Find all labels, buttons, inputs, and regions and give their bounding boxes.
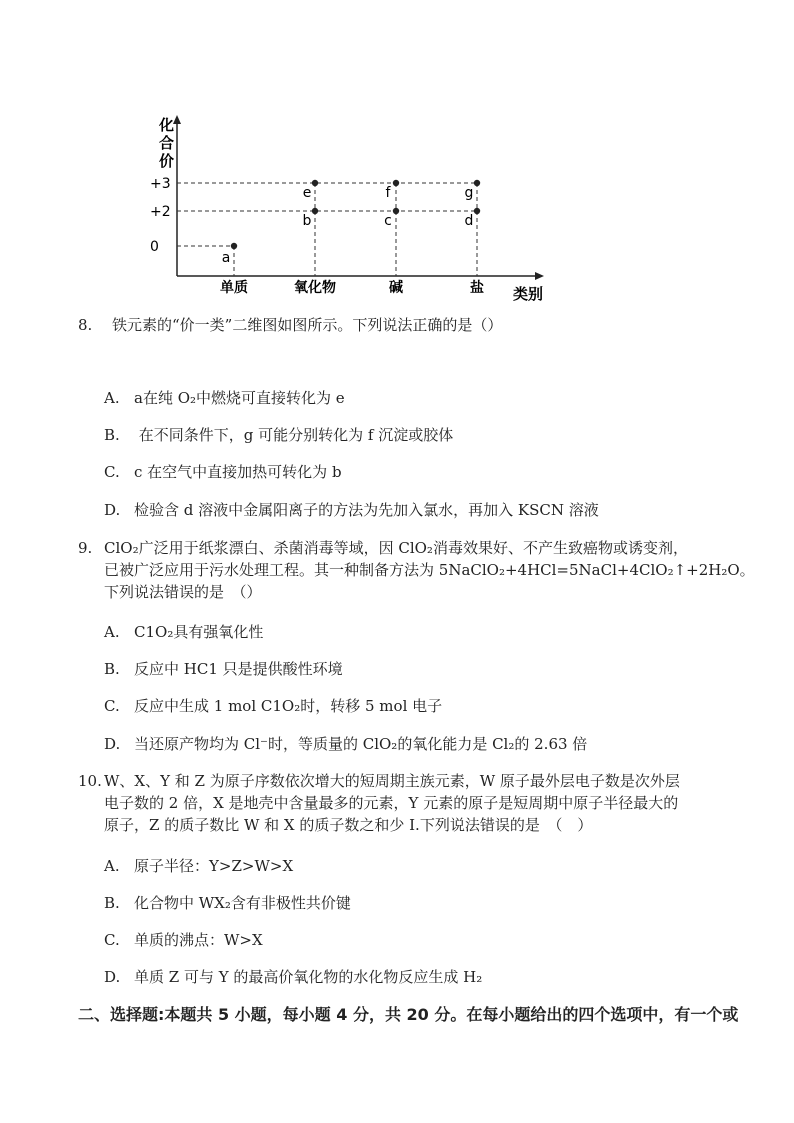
chart-svg — [150, 112, 560, 307]
valence-category-chart — [150, 112, 560, 307]
option-text: 化合物中 WX₂含有非极性共价键 — [134, 894, 351, 912]
q10-option-d[interactable] — [104, 967, 482, 987]
x-tick-label: 碱 — [389, 280, 403, 296]
x-tick-label: 盐 — [470, 280, 484, 296]
x-axis-arrow — [535, 272, 544, 280]
y-axis-label-1: 化 — [159, 116, 175, 134]
question-10 — [78, 770, 680, 836]
q9-option-c[interactable] — [104, 696, 442, 716]
point-c — [393, 208, 399, 214]
point-label-g: g — [464, 185, 474, 201]
option-letter: D. — [104, 501, 121, 519]
y-axis-label-2: 合 — [159, 134, 175, 152]
q9-option-a[interactable] — [104, 622, 263, 642]
question-9 — [78, 537, 755, 603]
point-label-f: f — [385, 185, 391, 201]
point-b — [312, 208, 318, 214]
option-text: 当还原产物均为 Cl⁻时，等质量的 ClO₂的氧化能力是 Cl₂的 2.63 倍 — [134, 735, 588, 753]
option-text: 检验含 d 溶液中金属阳离子的方法为先加入氯水，再加入 KSCN 溶液 — [134, 501, 599, 519]
point-f — [393, 180, 399, 186]
x-axis-label: 类别 — [513, 285, 544, 303]
section-2-heading: 二、选择题:本题共 5 小题，每小题 4 分，共 20 分。在每小题给出的四个选项中，有一个或 — [78, 1005, 739, 1024]
option-text: 反应中 HC1 只是提供酸性环境 — [134, 660, 343, 678]
option-text: 单质 Z 可与 Y 的最高价氧化物的水化物反应生成 H₂ — [134, 968, 483, 986]
q8-option-c[interactable] — [104, 462, 342, 482]
question-number: 9. — [78, 539, 93, 557]
q10-option-c[interactable] — [104, 930, 263, 950]
point-g — [474, 180, 480, 186]
y-axis-arrow — [173, 115, 181, 124]
option-letter: C. — [104, 697, 120, 715]
question-8 — [78, 314, 502, 336]
y-tick-label: +2 — [150, 204, 171, 220]
point-label-e: e — [302, 185, 312, 201]
option-text: 在不同条件下，g 可能分别转化为 f 沉淀或胶体 — [134, 426, 454, 444]
q8-option-d[interactable] — [104, 500, 599, 520]
y-axis-label-3: 价 — [159, 152, 175, 170]
q9-option-d[interactable] — [104, 734, 587, 754]
q9-option-b[interactable] — [104, 659, 343, 679]
point-label-d: d — [464, 213, 474, 229]
question-stem-line-1: ClO₂广泛用于纸浆漂白、杀菌消毒等域，因 ClO₂消毒效果好、不产生致癌物或诱变剂， — [104, 539, 688, 557]
option-text: c 在空气中直接加热可转化为 b — [134, 463, 342, 481]
question-stem-line-3: 下列说法错误的是 （） — [104, 583, 262, 601]
y-tick-label: 0 — [150, 239, 159, 255]
q10-option-a[interactable] — [104, 856, 293, 876]
question-stem-line-1: W、X、Y 和 Z 为原子序数依次增大的短周期主族元素，W 原子最外层电子数是次外层 — [104, 772, 680, 790]
q8-option-a[interactable] — [104, 388, 345, 408]
option-letter: A. — [104, 857, 120, 875]
question-number: 8. — [78, 316, 93, 334]
question-number: 10. — [78, 772, 102, 790]
option-text: C1O₂具有强氧化性 — [134, 623, 264, 641]
option-letter: B. — [104, 660, 120, 678]
option-text: 单质的沸点：W>X — [134, 931, 263, 949]
option-letter: B. — [104, 426, 120, 444]
y-tick-label: +3 — [150, 176, 171, 192]
option-letter: C. — [104, 463, 120, 481]
question-stem-line-3: 原子，Z 的质子数比 W 和 X 的质子数之和少 I.下列说法错误的是 （ ） — [104, 816, 593, 834]
option-letter: A. — [104, 389, 120, 407]
point-a — [231, 243, 237, 249]
x-tick-label: 单质 — [220, 280, 248, 296]
option-letter: A. — [104, 623, 120, 641]
x-tick-label: 氧化物 — [294, 280, 336, 296]
point-label-a: a — [221, 250, 231, 266]
point-d — [474, 208, 480, 214]
point-e — [312, 180, 318, 186]
option-letter: C. — [104, 931, 120, 949]
q8-option-b[interactable] — [104, 425, 453, 445]
q10-option-b[interactable] — [104, 893, 351, 913]
option-text: a在纯 O₂中燃烧可直接转化为 e — [134, 389, 345, 407]
option-text: 反应中生成 1 mol C1O₂时，转移 5 mol 电子 — [134, 697, 443, 715]
option-letter: B. — [104, 894, 120, 912]
option-text: 原子半径：Y>Z>W>X — [134, 857, 294, 875]
question-stem: 铁元素的“价一类”二维图如图所示。下列说法正确的是（） — [112, 316, 503, 334]
question-stem-line-2: 已被广泛应用于污水处理工程。其一种制备方法为 5NaClO₂+4HCl=5NaCl+4ClO₂↑+2H₂O。 — [104, 561, 755, 579]
point-label-b: b — [302, 213, 312, 229]
option-letter: D. — [104, 968, 121, 986]
question-stem-line-2: 电子数的 2 倍，X 是地壳中含量最多的元素，Y 元素的原子是短周期中原子半径最大的 — [104, 794, 679, 812]
point-label-c: c — [384, 213, 392, 229]
option-letter: D. — [104, 735, 121, 753]
